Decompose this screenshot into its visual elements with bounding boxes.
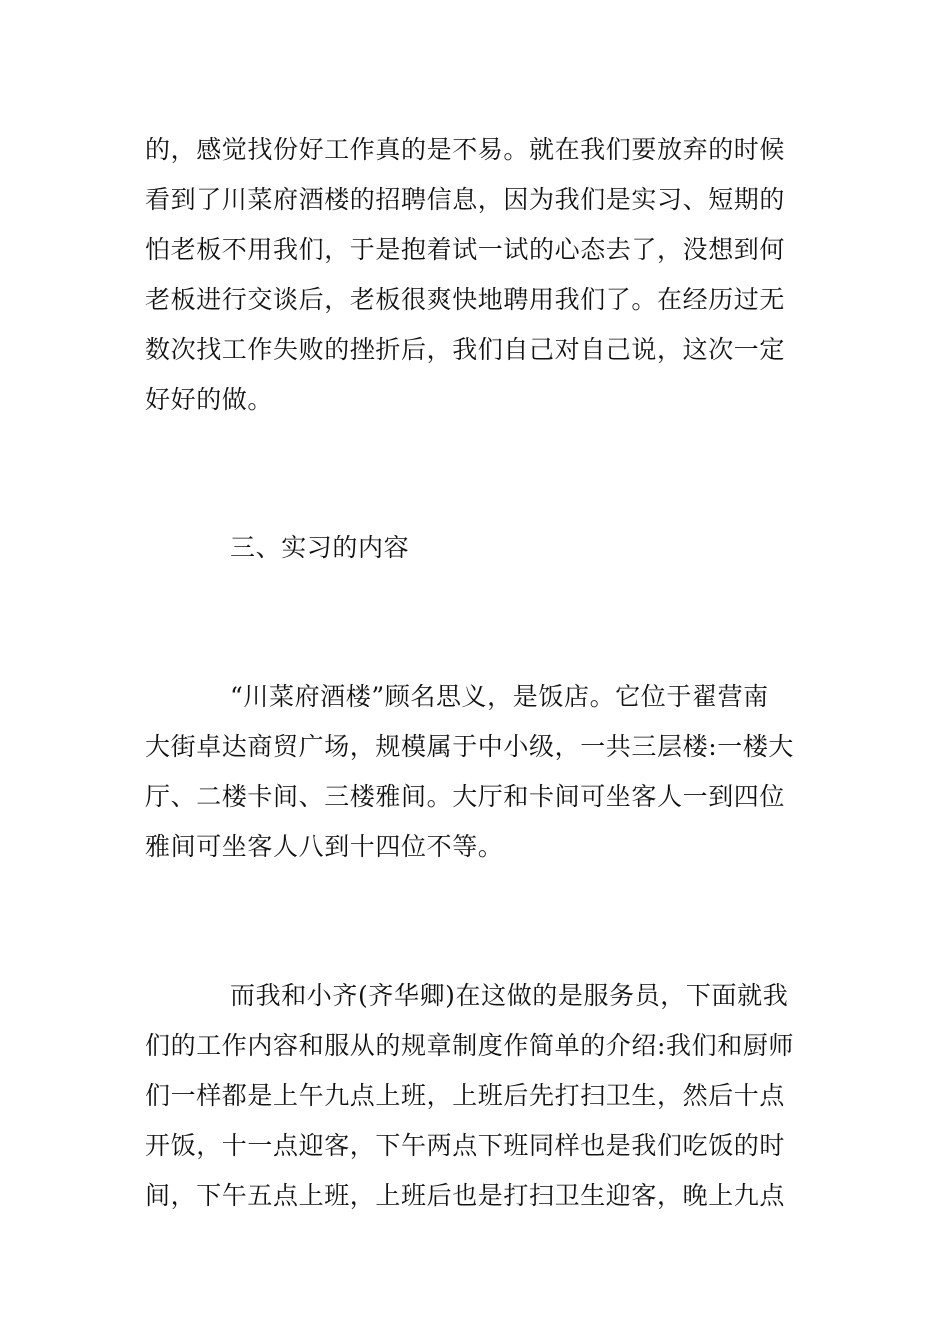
- paragraph-line: 的，感觉找份好工作真的是不易。就在我们要放弃的时候: [145, 135, 786, 164]
- paragraph-line: 老板进行交谈后，老板很爽快地聘用我们了。在经历过无: [145, 285, 786, 314]
- paragraph-line: 间，下午五点上班，上班后也是打扫卫生迎客，晚上九点: [145, 1181, 786, 1210]
- paragraph-line: 开饭，十一点迎客，下午两点下班同样也是我们吃饭的时: [145, 1131, 786, 1160]
- paragraph-line: “川菜府酒楼”顾名思义，是饭店。它位于翟营南: [230, 682, 769, 711]
- paragraph-line: 厅、二楼卡间、三楼雅间。大厅和卡间可坐客人一到四位: [145, 782, 786, 811]
- paragraph-line: 好好的做。: [145, 385, 274, 414]
- section-heading: 三、实习的内容: [230, 533, 410, 562]
- paragraph-line: 们一样都是上午九点上班，上班后先打扫卫生，然后十点: [145, 1081, 786, 1110]
- paragraph-line: 雅间可坐客人八到十四位不等。: [145, 832, 504, 861]
- paragraph-line: 看到了川菜府酒楼的招聘信息，因为我们是实习、短期的: [145, 185, 786, 214]
- paragraph-line: 而我和小齐(齐华卿)在这做的是服务员，下面就我: [230, 981, 789, 1010]
- paragraph-line: 们的工作内容和服从的规章制度作简单的介绍:我们和厨师: [145, 1031, 795, 1060]
- paragraph-line: 数次找工作失败的挫折后，我们自己对自己说，这次一定: [145, 335, 786, 364]
- paragraph-line: 大街卓达商贸广场，规模属于中小级，一共三层楼:一楼大: [145, 732, 795, 761]
- paragraph-line: 怕老板不用我们，于是抱着试一试的心态去了，没想到何: [145, 235, 786, 264]
